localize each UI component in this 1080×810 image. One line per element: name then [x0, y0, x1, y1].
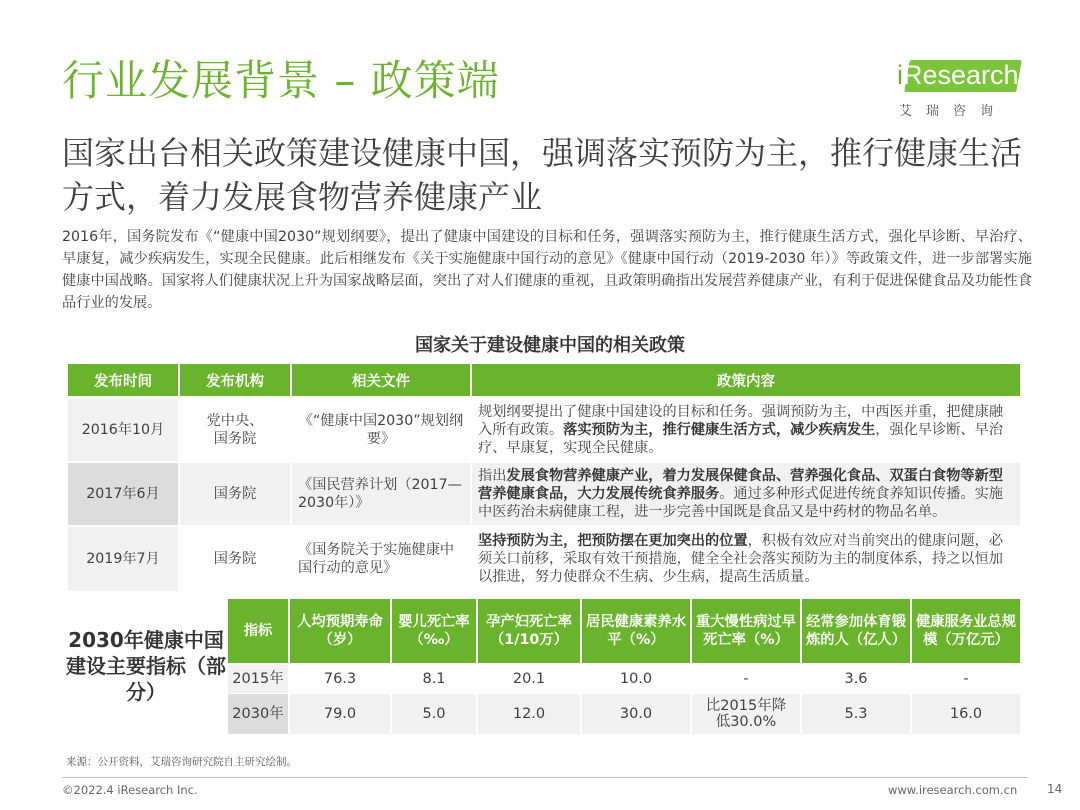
footer-divider: [62, 777, 1027, 778]
indicator-header: 健康服务业总规模（万亿元）: [912, 599, 1020, 663]
indicator-table-title: 2030年健康中国建设主要指标（部分）: [66, 628, 226, 704]
indicator-cell: 12.0: [478, 694, 580, 734]
indicator-cell: 5.3: [802, 694, 910, 734]
policy-content-text: ，强化早诊断、早治疗、早康复，实现全民健康。: [478, 422, 1003, 456]
policy-row-doc: 《“健康中国2030”规划纲要》: [292, 399, 470, 461]
indicator-cell: 79.0: [290, 694, 390, 734]
policy-row-org: 国务院: [180, 463, 290, 525]
source-note: 来源：公开资料，艾瑞咨询研究院自主研究绘制。: [66, 756, 297, 768]
indicator-year: 2030年: [228, 694, 288, 734]
policy-content-text: 规划纲要提出了健康中国建设的目标和任务。强调预防为主，中西医并重，把健康融入所有政策。: [478, 404, 1003, 438]
logo-i: i: [897, 60, 903, 90]
logo-wordmark: [897, 60, 1019, 91]
policy-row-org: 国务院: [180, 527, 290, 591]
indicator-cell: -: [692, 665, 800, 693]
indicator-cell: 76.3: [290, 665, 390, 693]
logo-research: Research: [903, 60, 1019, 90]
indicator-header: 婴儿死亡率（‰）: [392, 599, 476, 663]
policy-header-org: 发布机构: [180, 364, 290, 396]
indicator-header: 经常参加体育锻炼的人（亿人）: [802, 599, 910, 663]
policy-content-text: 。通过多种形式促进传统食养知识传播。实施中医药治未病健康工程，进一步完善中国既是食品又是中药材的物品名单。: [478, 486, 1003, 520]
policy-row-content: [472, 399, 1020, 461]
policy-header-doc: 相关文件: [292, 364, 470, 396]
policy-content-highlight: 坚持预防为主，把预防摆在更加突出的位置: [478, 533, 748, 549]
indicator-header: 人均预期寿命（岁）: [290, 599, 390, 663]
policy-content-text: ，积极有效应对当前突出的健康问题，必须关口前移，采取有效干预措施，健全全社会落实预防为主的制度体系，持之以恒加以推进，努力使群众不生病、少生病，提高生活质量。: [478, 533, 1003, 585]
page-title: 行业发展背景 – 政策端: [62, 56, 500, 105]
policy-row-date: 2019年7月: [68, 527, 178, 591]
policy-row-date: 2017年6月: [68, 463, 178, 525]
page-number: 14: [1047, 782, 1063, 796]
indicator-cell: 30.0: [582, 694, 690, 734]
website-link[interactable]: www.iresearch.com.cn: [888, 783, 1018, 797]
indicator-cell: 3.6: [802, 665, 910, 693]
indicator-header: 重大慢性病过早死亡率（%）: [692, 599, 800, 663]
policy-content-highlight: 落实预防为主，推行健康生活方式，减少疾病发生: [563, 422, 876, 438]
policy-header-content: 政策内容: [472, 364, 1020, 396]
iresearch-logo: [893, 58, 1025, 124]
indicator-cell: 10.0: [582, 665, 690, 693]
policy-row-date: 2016年10月: [68, 399, 178, 461]
indicator-cell: 比2015年降低30.0%: [692, 694, 800, 734]
policy-table-title: 国家关于建设健康中国的相关政策: [415, 335, 685, 356]
logo-chinese: 艾瑞咨询: [899, 104, 1008, 119]
indicator-cell: 16.0: [912, 694, 1020, 734]
indicator-header: 指标: [228, 599, 288, 663]
indicator-header: 居民健康素养水平（%）: [582, 599, 690, 663]
headline: 国家出台相关政策建设健康中国，强调落实预防为主，推行健康生活方式，着力发展食物营养健康产业: [62, 134, 1023, 216]
indicator-cell: 5.0: [392, 694, 476, 734]
intro-paragraph: 2016年，国务院发布《“健康中国2030”规划纲要》，提出了健康中国建设的目标和任务，强调落实预防为主，推行健康生活方式，强化早诊断、早治疗、早康复，减少疾病发生，实现全民健康。此后相继发布《关于实施健康中国行动的意见》《健康中国行动（2019-2030 年）》等政策文件，进一步部署实施健康中国战略。国家将人们健康状况上升为国家战略层面，突出了对人们健康的重视，且政策明确指出发展营养健康产业，有利于促进保健食品及功能性食品行业的发展。: [62, 229, 1032, 311]
policy-content-text: 指出: [478, 468, 507, 484]
policy-row-org: 党中央、 国务院: [180, 399, 290, 461]
indicator-cell: 20.1: [478, 665, 580, 693]
policy-row-doc: 《国民营养计划（2017—2030年）》: [292, 463, 470, 525]
policy-content-highlight: 发展食物营养健康产业，着力发展保健食品、营养强化食品、双蛋白食物等新型营养健康食品，大力发展传统食养服务: [478, 468, 1003, 502]
indicator-year: 2015年: [228, 665, 288, 693]
copyright: ©2022.4 iResearch Inc.: [62, 783, 198, 797]
policy-row-content: [472, 463, 1020, 525]
policy-row-doc: 《国务院关于实施健康中国行动的意见》: [292, 527, 470, 591]
indicator-cell: -: [912, 665, 1020, 693]
policy-header-date: 发布时间: [68, 364, 178, 396]
indicator-cell: 8.1: [392, 665, 476, 693]
policy-row-content: [472, 527, 1020, 591]
indicator-header: 孕产妇死亡率（1/10万）: [478, 599, 580, 663]
